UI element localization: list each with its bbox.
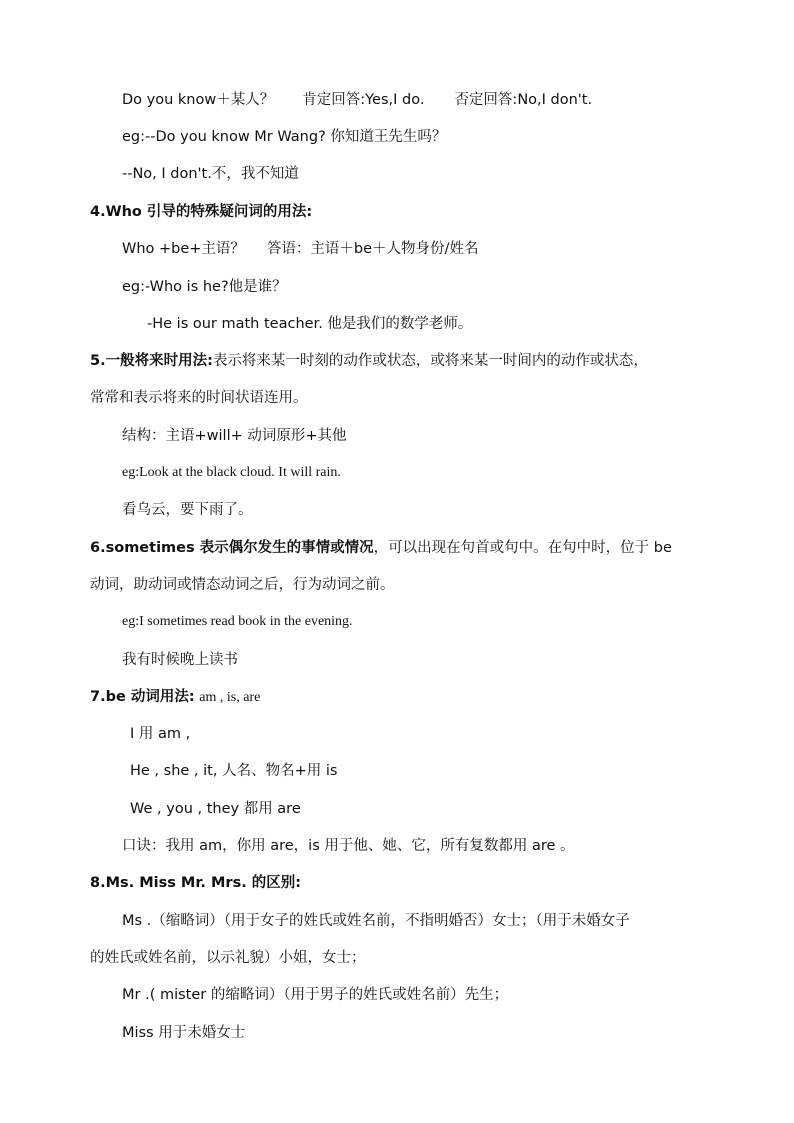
who-example-question: eg:-Who is he?他是谁？ bbox=[122, 279, 287, 295]
section-6-desc-1: ，可以出现在句首或句中。在句中时，位于 be bbox=[373, 540, 672, 556]
mr-definition: Mr .( mister 的缩略词）（用于男子的姓氏或姓名前）先生； bbox=[122, 987, 509, 1003]
future-example-en: eg:Look at the black cloud. It will rain. bbox=[122, 465, 341, 480]
section-4-heading: 4.Who 引导的特殊疑问词的用法: bbox=[90, 204, 313, 220]
section-7-heading: 7.be 动词用法: bbox=[90, 689, 195, 705]
section-5-desc-2: 常常和表示将来的时间状语连用。 bbox=[90, 390, 308, 406]
who-example-answer: -He is our math teacher. 他是我们的数学老师。 bbox=[147, 316, 473, 332]
example-question: eg:--Do you know Mr Wang? 你知道王先生吗？ bbox=[122, 129, 447, 145]
be-mnemonic: 口诀：我用 am，你用 are，is 用于他、她、它，所有复数都用 are 。 bbox=[122, 838, 575, 854]
ms-definition-2: 的姓氏或姓名前，以示礼貌）小姐，女士； bbox=[90, 950, 366, 966]
who-pattern-question: Who +be+主语？ bbox=[122, 241, 245, 257]
sometimes-example-en: eg:I sometimes read book in the evening. bbox=[122, 614, 353, 629]
who-pattern-line bbox=[122, 239, 478, 259]
be-rule-we-you-they: We , you , they 都用 are bbox=[130, 801, 301, 817]
future-structure: 结构：主语+will+ 动词原形+其他 bbox=[122, 428, 347, 444]
be-rule-he-she-it: He , she , it, 人名、物名+用 is bbox=[130, 763, 338, 779]
do-you-know-pattern-line bbox=[122, 90, 592, 110]
section-5-line-1 bbox=[90, 351, 648, 371]
be-rule-i: I 用 am , bbox=[130, 726, 191, 742]
miss-definition: Miss 用于未婚女士 bbox=[122, 1025, 246, 1041]
section-5-heading: 5.一般将来时用法: bbox=[90, 353, 213, 369]
section-6-line-1 bbox=[90, 538, 672, 558]
section-8-heading: 8.Ms. Miss Mr. Mrs. 的区别: bbox=[90, 875, 302, 891]
ms-definition-1: Ms .（缩略词）（用于女子的姓氏或姓名前，不指明婚否）女士；（用于未婚女子 bbox=[122, 913, 630, 929]
who-pattern-answer: 答语：主语＋be＋人物身份/姓名 bbox=[266, 241, 479, 257]
example-answer: --No, I don't.不，我不知道 bbox=[122, 166, 299, 182]
section-7-line bbox=[90, 687, 260, 708]
pattern-affirmative: 肯定回答:Yes,I do. bbox=[302, 92, 425, 108]
pattern-question: Do you know＋某人？ bbox=[122, 92, 275, 108]
future-example-cn: 看乌云，要下雨了。 bbox=[122, 502, 253, 518]
section-6-heading: 6.sometimes 表示偶尔发生的事情或情况 bbox=[90, 540, 374, 556]
section-6-desc-2: 动词，助动词或情态动词之后，行为动词之前。 bbox=[90, 577, 395, 593]
section-7-forms: am , is, are bbox=[199, 690, 261, 705]
section-5-desc-1: 表示将来某一时刻的动作或状态，或将来某一时间内的动作或状态， bbox=[212, 353, 648, 369]
pattern-negative: 否定回答:No,I don't. bbox=[454, 92, 593, 108]
sometimes-example-cn: 我有时候晚上读书 bbox=[122, 652, 238, 668]
